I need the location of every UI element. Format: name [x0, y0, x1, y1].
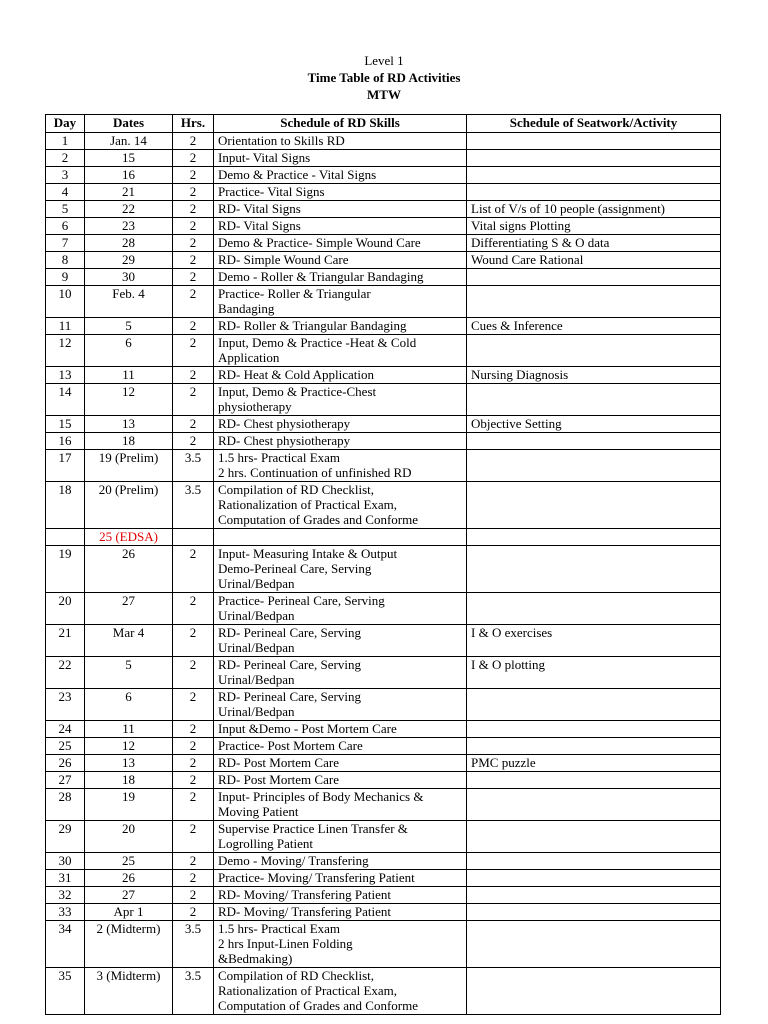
date-cell: 25	[85, 853, 173, 870]
rd-skill-cell: Demo - Moving/ Transfering	[214, 853, 467, 870]
rd-skill-cell: Compilation of RD Checklist, Rationalization of Practical Exam, Computation of Grades and Conforme	[214, 968, 467, 1015]
hrs-cell: 2	[173, 416, 214, 433]
date-cell: 20 (Prelim)	[85, 482, 173, 529]
table-row	[46, 657, 721, 689]
rd-skill-cell: Demo - Roller & Triangular Bandaging	[214, 269, 467, 286]
date-cell: 5	[85, 657, 173, 689]
seatwork-cell	[467, 721, 721, 738]
hrs-cell: 2	[173, 235, 214, 252]
rd-skill-cell: Supervise Practice Linen Transfer & Logrolling Patient	[214, 821, 467, 853]
seatwork-cell: I & O exercises	[467, 625, 721, 657]
table-row	[46, 384, 721, 416]
hrs-cell: 2	[173, 184, 214, 201]
rd-skill-cell: Demo & Practice- Simple Wound Care	[214, 235, 467, 252]
table-row	[46, 269, 721, 286]
rd-skill-cell: Input- Vital Signs	[214, 150, 467, 167]
hrs-cell: 2	[173, 593, 214, 625]
table-row	[46, 789, 721, 821]
rd-skill-cell: Practice- Vital Signs	[214, 184, 467, 201]
hrs-cell: 2	[173, 318, 214, 335]
seatwork-cell: Nursing Diagnosis	[467, 367, 721, 384]
date-cell: Apr 1	[85, 904, 173, 921]
day-cell: 35	[46, 968, 85, 1015]
hrs-cell: 3.5	[173, 450, 214, 482]
day-cell: 31	[46, 870, 85, 887]
seatwork-cell	[467, 968, 721, 1015]
seatwork-cell	[467, 689, 721, 721]
table-row	[46, 235, 721, 252]
date-cell: 21	[85, 184, 173, 201]
seatwork-cell	[467, 450, 721, 482]
hrs-cell: 3.5	[173, 482, 214, 529]
seatwork-cell	[467, 904, 721, 921]
rd-skill-cell	[214, 529, 467, 546]
date-cell: 26	[85, 546, 173, 593]
document-header	[0, 52, 768, 103]
table-row	[46, 433, 721, 450]
table-row	[46, 252, 721, 269]
seatwork-cell: List of V/s of 10 people (assignment)	[467, 201, 721, 218]
table-row	[46, 201, 721, 218]
hrs-cell: 2	[173, 625, 214, 657]
col-header-hrs: Hrs.	[173, 115, 214, 133]
day-cell: 13	[46, 367, 85, 384]
hrs-cell: 2	[173, 738, 214, 755]
hrs-cell: 2	[173, 657, 214, 689]
table-row	[46, 593, 721, 625]
table-row	[46, 887, 721, 904]
hrs-cell: 2	[173, 335, 214, 367]
seatwork-cell	[467, 433, 721, 450]
day-cell: 6	[46, 218, 85, 235]
seatwork-cell	[467, 384, 721, 416]
rd-skill-cell: RD- Chest physiotherapy	[214, 416, 467, 433]
date-cell: 6	[85, 689, 173, 721]
date-cell: 5	[85, 318, 173, 335]
day-cell: 34	[46, 921, 85, 968]
table-row	[46, 968, 721, 1015]
day-cell: 24	[46, 721, 85, 738]
day-cell: 4	[46, 184, 85, 201]
day-cell: 15	[46, 416, 85, 433]
date-cell: 12	[85, 384, 173, 416]
hrs-cell: 3.5	[173, 921, 214, 968]
rd-skill-cell: RD- Moving/ Transfering Patient	[214, 904, 467, 921]
day-cell: 11	[46, 318, 85, 335]
hrs-cell: 2	[173, 721, 214, 738]
seatwork-cell	[467, 286, 721, 318]
level-label: Level 1	[364, 53, 404, 68]
date-cell: Mar 4	[85, 625, 173, 657]
date-cell: 29	[85, 252, 173, 269]
date-cell: 23	[85, 218, 173, 235]
seatwork-cell	[467, 335, 721, 367]
rd-skill-cell: Compilation of RD Checklist, Rationalization of Practical Exam, Computation of Grades and Conforme	[214, 482, 467, 529]
day-cell: 3	[46, 167, 85, 184]
seatwork-cell	[467, 887, 721, 904]
date-cell: 22	[85, 201, 173, 218]
table-row	[46, 921, 721, 968]
hrs-cell: 2	[173, 167, 214, 184]
hrs-cell	[173, 529, 214, 546]
table-row	[46, 546, 721, 593]
table-row	[46, 821, 721, 853]
table-row	[46, 904, 721, 921]
col-header-dates: Dates	[85, 115, 173, 133]
date-cell: 16	[85, 167, 173, 184]
day-cell: 30	[46, 853, 85, 870]
hrs-cell: 2	[173, 887, 214, 904]
rd-skill-cell: Input, Demo & Practice -Heat & Cold Application	[214, 335, 467, 367]
date-cell: 11	[85, 721, 173, 738]
hrs-cell: 2	[173, 904, 214, 921]
seatwork-cell: Cues & Inference	[467, 318, 721, 335]
table-header-row	[46, 115, 721, 133]
day-cell	[46, 529, 85, 546]
date-cell: 27	[85, 887, 173, 904]
table-row	[46, 450, 721, 482]
hrs-cell: 2	[173, 201, 214, 218]
hrs-cell: 2	[173, 853, 214, 870]
seatwork-cell: Vital signs Plotting	[467, 218, 721, 235]
hrs-cell: 2	[173, 150, 214, 167]
date-cell: 19	[85, 789, 173, 821]
rd-skill-cell: RD- Simple Wound Care	[214, 252, 467, 269]
day-cell: 32	[46, 887, 85, 904]
table-row	[46, 367, 721, 384]
hrs-cell: 2	[173, 269, 214, 286]
hrs-cell: 2	[173, 367, 214, 384]
date-cell: Jan. 14	[85, 133, 173, 150]
rd-skill-cell: Practice- Moving/ Transfering Patient	[214, 870, 467, 887]
seatwork-cell: Wound Care Rational	[467, 252, 721, 269]
rd-skill-cell: RD- Perineal Care, Serving Urinal/Bedpan	[214, 625, 467, 657]
date-cell: 28	[85, 235, 173, 252]
date-cell: 18	[85, 433, 173, 450]
hrs-cell: 2	[173, 870, 214, 887]
day-cell: 20	[46, 593, 85, 625]
date-cell: 15	[85, 150, 173, 167]
date-cell: Feb. 4	[85, 286, 173, 318]
date-cell: 3 (Midterm)	[85, 968, 173, 1015]
day-cell: 17	[46, 450, 85, 482]
rd-skill-cell: RD- Heat & Cold Application	[214, 367, 467, 384]
hrs-cell: 2	[173, 689, 214, 721]
hrs-cell: 2	[173, 384, 214, 416]
document-title: Time Table of RD Activities	[307, 70, 461, 85]
hrs-cell: 2	[173, 821, 214, 853]
day-cell: 25	[46, 738, 85, 755]
rd-skill-cell: Input &Demo - Post Mortem Care	[214, 721, 467, 738]
seatwork-cell	[467, 150, 721, 167]
table-row	[46, 286, 721, 318]
seatwork-cell: I & O plotting	[467, 657, 721, 689]
seatwork-cell	[467, 921, 721, 968]
day-cell: 8	[46, 252, 85, 269]
hrs-cell: 2	[173, 772, 214, 789]
seatwork-cell	[467, 184, 721, 201]
rd-skill-cell: Demo & Practice - Vital Signs	[214, 167, 467, 184]
rd-skill-cell: Input- Measuring Intake & Output Demo-Perineal Care, Serving Urinal/Bedpan	[214, 546, 467, 593]
seatwork-cell: Objective Setting	[467, 416, 721, 433]
rd-skill-cell: 1.5 hrs- Practical Exam 2 hrs. Continuation of unfinished RD	[214, 450, 467, 482]
hrs-cell: 2	[173, 433, 214, 450]
date-cell: 2 (Midterm)	[85, 921, 173, 968]
table-row	[46, 772, 721, 789]
table-row	[46, 318, 721, 335]
day-cell: 23	[46, 689, 85, 721]
rd-skill-cell: 1.5 hrs- Practical Exam 2 hrs Input-Linen Folding &Bedmaking)	[214, 921, 467, 968]
day-cell: 7	[46, 235, 85, 252]
seatwork-cell	[467, 593, 721, 625]
table-row	[46, 150, 721, 167]
date-cell: 11	[85, 367, 173, 384]
seatwork-cell	[467, 269, 721, 286]
rd-skill-cell: Practice- Perineal Care, Serving Urinal/Bedpan	[214, 593, 467, 625]
date-cell: 6	[85, 335, 173, 367]
rd-skill-cell: RD- Roller & Triangular Bandaging	[214, 318, 467, 335]
rd-skill-cell: Orientation to Skills RD	[214, 133, 467, 150]
date-cell: 20	[85, 821, 173, 853]
day-cell: 21	[46, 625, 85, 657]
table-row	[46, 482, 721, 529]
day-cell: 5	[46, 201, 85, 218]
hrs-cell: 2	[173, 755, 214, 772]
date-cell: 27	[85, 593, 173, 625]
hrs-cell: 2	[173, 133, 214, 150]
rd-skill-cell: Practice- Roller & Triangular Bandaging	[214, 286, 467, 318]
date-cell: 30	[85, 269, 173, 286]
rd-skill-cell: RD- Post Mortem Care	[214, 755, 467, 772]
table-row	[46, 167, 721, 184]
day-cell: 10	[46, 286, 85, 318]
rd-skill-cell: RD- Perineal Care, Serving Urinal/Bedpan	[214, 689, 467, 721]
col-header-day: Day	[46, 115, 85, 133]
schedule-days: MTW	[367, 87, 401, 102]
table-row	[46, 529, 721, 546]
day-cell: 9	[46, 269, 85, 286]
seatwork-cell: Differentiating S & O data	[467, 235, 721, 252]
table-row	[46, 870, 721, 887]
day-cell: 14	[46, 384, 85, 416]
hrs-cell: 2	[173, 252, 214, 269]
rd-skill-cell: Practice- Post Mortem Care	[214, 738, 467, 755]
rd-skill-cell: RD- Moving/ Transfering Patient	[214, 887, 467, 904]
table-row	[46, 738, 721, 755]
table-row	[46, 625, 721, 657]
seatwork-cell	[467, 482, 721, 529]
rd-skill-cell: Input, Demo & Practice-Chest physiotherapy	[214, 384, 467, 416]
seatwork-cell	[467, 529, 721, 546]
date-cell: 13	[85, 416, 173, 433]
table-row	[46, 218, 721, 235]
hrs-cell: 2	[173, 789, 214, 821]
seatwork-cell	[467, 546, 721, 593]
col-header-seatwork: Schedule of Seatwork/Activity	[467, 115, 721, 133]
date-cell: 12	[85, 738, 173, 755]
table-row	[46, 416, 721, 433]
hrs-cell: 2	[173, 218, 214, 235]
day-cell: 2	[46, 150, 85, 167]
day-cell: 29	[46, 821, 85, 853]
seatwork-cell	[467, 821, 721, 853]
day-cell: 18	[46, 482, 85, 529]
day-cell: 19	[46, 546, 85, 593]
timetable-body	[46, 133, 721, 1015]
day-cell: 28	[46, 789, 85, 821]
timetable	[45, 114, 721, 1015]
col-header-rd-skills: Schedule of RD Skills	[214, 115, 467, 133]
seatwork-cell	[467, 870, 721, 887]
day-cell: 1	[46, 133, 85, 150]
table-row	[46, 335, 721, 367]
rd-skill-cell: RD- Vital Signs	[214, 201, 467, 218]
seatwork-cell	[467, 789, 721, 821]
rd-skill-cell: RD- Perineal Care, Serving Urinal/Bedpan	[214, 657, 467, 689]
day-cell: 22	[46, 657, 85, 689]
table-row	[46, 133, 721, 150]
day-cell: 12	[46, 335, 85, 367]
table-row	[46, 755, 721, 772]
seatwork-cell	[467, 167, 721, 184]
seatwork-cell	[467, 738, 721, 755]
table-row	[46, 184, 721, 201]
rd-skill-cell: RD- Chest physiotherapy	[214, 433, 467, 450]
date-cell: 18	[85, 772, 173, 789]
seatwork-cell	[467, 853, 721, 870]
day-cell: 27	[46, 772, 85, 789]
hrs-cell: 3.5	[173, 968, 214, 1015]
rd-skill-cell: RD- Post Mortem Care	[214, 772, 467, 789]
seatwork-cell	[467, 772, 721, 789]
date-cell: 13	[85, 755, 173, 772]
table-row	[46, 853, 721, 870]
date-cell: 19 (Prelim)	[85, 450, 173, 482]
rd-skill-cell: RD- Vital Signs	[214, 218, 467, 235]
seatwork-cell: PMC puzzle	[467, 755, 721, 772]
rd-skill-cell: Input- Principles of Body Mechanics & Moving Patient	[214, 789, 467, 821]
table-row	[46, 721, 721, 738]
seatwork-cell	[467, 133, 721, 150]
day-cell: 33	[46, 904, 85, 921]
date-cell: 25 (EDSA)	[85, 529, 173, 546]
table-row	[46, 689, 721, 721]
day-cell: 26	[46, 755, 85, 772]
date-cell: 26	[85, 870, 173, 887]
hrs-cell: 2	[173, 546, 214, 593]
day-cell: 16	[46, 433, 85, 450]
hrs-cell: 2	[173, 286, 214, 318]
